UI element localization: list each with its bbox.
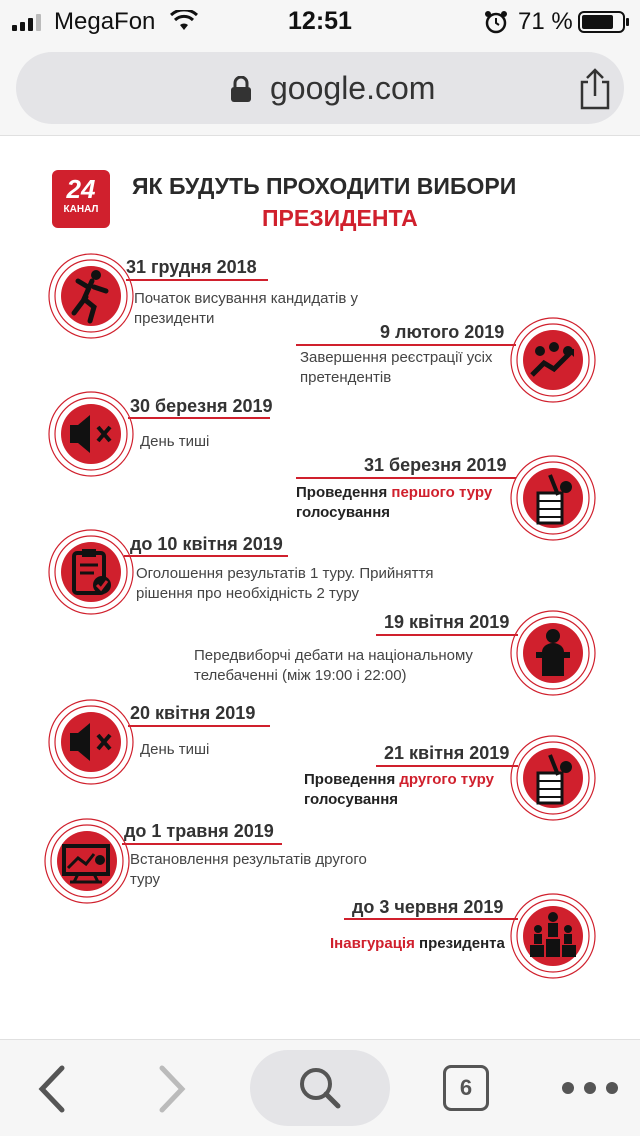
- event-description: Оголошення результатів 1 туру. Прийняття рішення про необхідність 2 туру: [136, 565, 434, 602]
- search-button[interactable]: [250, 1050, 390, 1126]
- event-text-highlight: першого туру: [391, 484, 493, 501]
- url-text: google.com: [270, 70, 436, 106]
- url-bar[interactable]: [16, 52, 624, 124]
- date-underline: [296, 344, 516, 346]
- event-date: 9 лютого 2019: [380, 322, 505, 342]
- results-screen-icon: [42, 816, 132, 906]
- event-date: до 3 червня 2019: [352, 897, 504, 917]
- infographic-title: ЯК БУДУТЬ ПРОХОДИТИ ВИБОРИ: [132, 173, 517, 199]
- date-underline: [128, 725, 270, 727]
- battery-icon: [578, 11, 630, 33]
- event-text-suffix: голосування: [304, 791, 399, 808]
- date-underline: [376, 765, 518, 767]
- event-description: [296, 483, 516, 523]
- date-underline: [126, 279, 268, 281]
- date-underline: [122, 843, 282, 845]
- status-time: 12:51: [288, 7, 352, 35]
- infographic: [0, 137, 640, 1039]
- event-description: [330, 934, 530, 954]
- carrier-name: MegaFon: [54, 8, 156, 35]
- event-description: Початок висування кандидатів у президенти: [134, 290, 358, 327]
- event-date: 31 грудня 2018: [126, 257, 257, 277]
- share-icon[interactable]: [576, 68, 614, 110]
- event-date: 30 березня 2019: [130, 396, 273, 416]
- event-date: 31 березня 2019: [364, 455, 507, 475]
- alarm-icon: [484, 10, 508, 34]
- date-underline: [128, 417, 270, 419]
- forward-button[interactable]: [154, 1064, 190, 1114]
- event-description: Завершення реєстрації усіх претендентів: [300, 349, 493, 386]
- event-description: День тиші: [140, 433, 210, 450]
- tabs-button[interactable]: 6: [443, 1065, 489, 1111]
- battery-percent: 71 %: [518, 8, 573, 35]
- podium-icon: [508, 608, 598, 698]
- search-icon: [298, 1066, 342, 1110]
- event-date: до 1 травня 2019: [124, 821, 274, 841]
- logo-number: 24: [66, 174, 96, 204]
- back-button[interactable]: [34, 1064, 70, 1114]
- logo-text: КАНАЛ: [63, 204, 99, 215]
- event-description: Встановлення результатів другого туру: [130, 851, 367, 888]
- event-date: до 10 квітня 2019: [130, 534, 283, 554]
- event-text-suffix: голосування: [296, 504, 391, 521]
- mute-speaker-icon: [46, 697, 136, 787]
- event-date: 21 квітня 2019: [384, 743, 510, 763]
- event-date: 20 квітня 2019: [130, 703, 256, 723]
- browser-address-area: [0, 44, 640, 136]
- date-underline: [376, 634, 518, 636]
- event-description: День тиші: [140, 741, 210, 758]
- date-underline: [124, 555, 288, 557]
- event-description: [304, 770, 524, 810]
- lock-icon: [230, 76, 252, 102]
- ballot-box-icon: [508, 453, 598, 543]
- event-text-suffix: президента: [414, 935, 505, 952]
- crowd-growth-icon: [508, 315, 598, 405]
- infographic-title-highlight: ПРЕЗИДЕНТА: [262, 205, 418, 231]
- more-options-icon[interactable]: [560, 1080, 620, 1096]
- event-text-highlight: Інавгурація: [330, 935, 415, 952]
- channel-logo: [52, 170, 110, 228]
- date-underline: [344, 918, 518, 920]
- event-description: Передвиборчі дебати на національному телебаченні (між 19:00 і 22:00): [194, 647, 473, 684]
- clipboard-check-icon: [46, 527, 136, 617]
- browser-toolbar: [0, 1039, 640, 1136]
- runner-icon: [46, 251, 136, 341]
- mute-speaker-icon: [46, 389, 136, 479]
- date-underline: [296, 477, 516, 479]
- event-text-prefix: Проведення: [296, 484, 392, 501]
- status-bar: [0, 0, 640, 44]
- event-text-highlight: другого туру: [399, 771, 494, 788]
- event-text-prefix: Проведення: [304, 771, 400, 788]
- event-date: 19 квітня 2019: [384, 612, 510, 632]
